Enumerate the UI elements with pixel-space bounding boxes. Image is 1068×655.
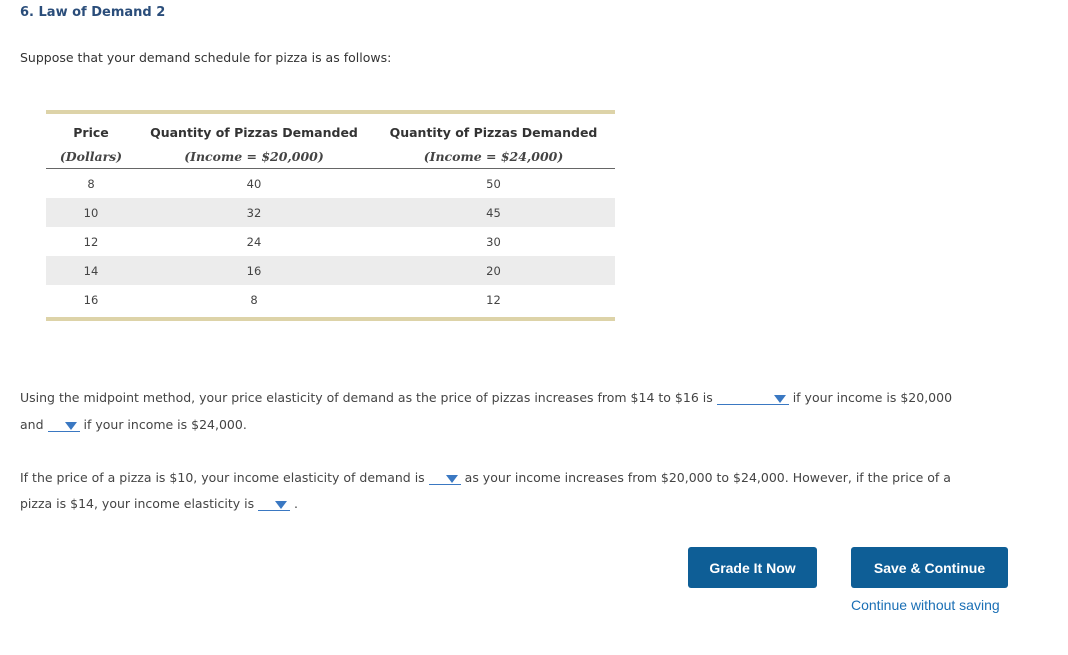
subheader-income-24000: (Income = $24,000) — [423, 148, 564, 164]
cell-qty-24000: 30 — [486, 234, 501, 249]
cell-qty-24000: 50 — [486, 176, 501, 191]
table-subheader-row — [46, 144, 615, 169]
cell-price: 16 — [83, 292, 99, 307]
question2-text-d: . — [294, 496, 299, 511]
cell-qty-20000: 16 — [246, 263, 262, 278]
chevron-down-icon — [65, 422, 77, 430]
cell-qty-24000: 45 — [486, 205, 501, 220]
cell-qty-24000: 12 — [486, 292, 501, 307]
table-row — [46, 256, 615, 285]
cell-qty-20000: 24 — [246, 234, 262, 249]
cell-qty-20000: 32 — [246, 205, 262, 220]
question2-text-b: as your income increases from $20,000 to $24,000. However, if the price of a — [464, 470, 951, 485]
grade-it-now-button[interactable]: Grade It Now — [688, 547, 817, 588]
intro-text: Suppose that your demand schedule for pizza is as follows: — [20, 50, 392, 65]
price-elasticity-24000-dropdown[interactable] — [48, 417, 80, 432]
table-row — [46, 198, 615, 227]
income-elasticity-price-14-dropdown[interactable] — [258, 496, 290, 511]
cell-price: 12 — [83, 234, 99, 249]
question2-text-c: pizza is $14, your income elasticity is — [20, 496, 255, 511]
question1-text-d: if your income is $24,000. — [83, 417, 247, 432]
price-elasticity-20000-dropdown[interactable] — [717, 390, 789, 405]
header-qty-20000: Quantity of Pizzas Demanded — [150, 124, 358, 140]
cell-qty-20000: 40 — [246, 176, 262, 191]
chevron-down-icon — [774, 395, 786, 403]
question1-line1 — [20, 390, 952, 405]
cell-qty-20000: 8 — [250, 292, 258, 307]
demand-schedule-table — [46, 110, 615, 321]
header-qty-24000: Quantity of Pizzas Demanded — [389, 124, 598, 140]
continue-without-saving-link[interactable]: Continue without saving — [851, 597, 1000, 613]
table-row — [46, 227, 615, 256]
question2-text-a: If the price of a pizza is $10, your income elasticity of demand is — [20, 470, 425, 485]
header-price: Price — [73, 124, 109, 140]
chevron-down-icon — [446, 475, 458, 483]
page-title: 6. Law of Demand 2 — [20, 5, 166, 20]
save-and-continue-button[interactable]: Save & Continue — [851, 547, 1008, 588]
table-row — [46, 169, 615, 198]
question1-text-b: if your income is $20,000 — [792, 390, 953, 405]
table-header-row — [46, 120, 615, 144]
table-bottom-rule — [46, 317, 615, 321]
cell-price: 10 — [83, 205, 99, 220]
question1-text-c: and — [20, 417, 44, 432]
cell-qty-24000: 20 — [486, 263, 501, 278]
cell-price: 14 — [83, 263, 99, 278]
subheader-price: (Dollars) — [59, 148, 123, 164]
question1-line2 — [20, 417, 247, 432]
question1-text-a: Using the midpoint method, your price elasticity of demand as the price of pizzas increases from $14 to $16 is — [20, 390, 713, 405]
chevron-down-icon — [275, 501, 287, 509]
cell-price: 8 — [87, 176, 95, 191]
income-elasticity-price-10-dropdown[interactable] — [429, 470, 461, 485]
subheader-income-20000: (Income = $20,000) — [184, 148, 324, 164]
table-row — [46, 285, 615, 314]
question2-line1 — [20, 470, 951, 485]
question2-line2 — [20, 496, 298, 511]
